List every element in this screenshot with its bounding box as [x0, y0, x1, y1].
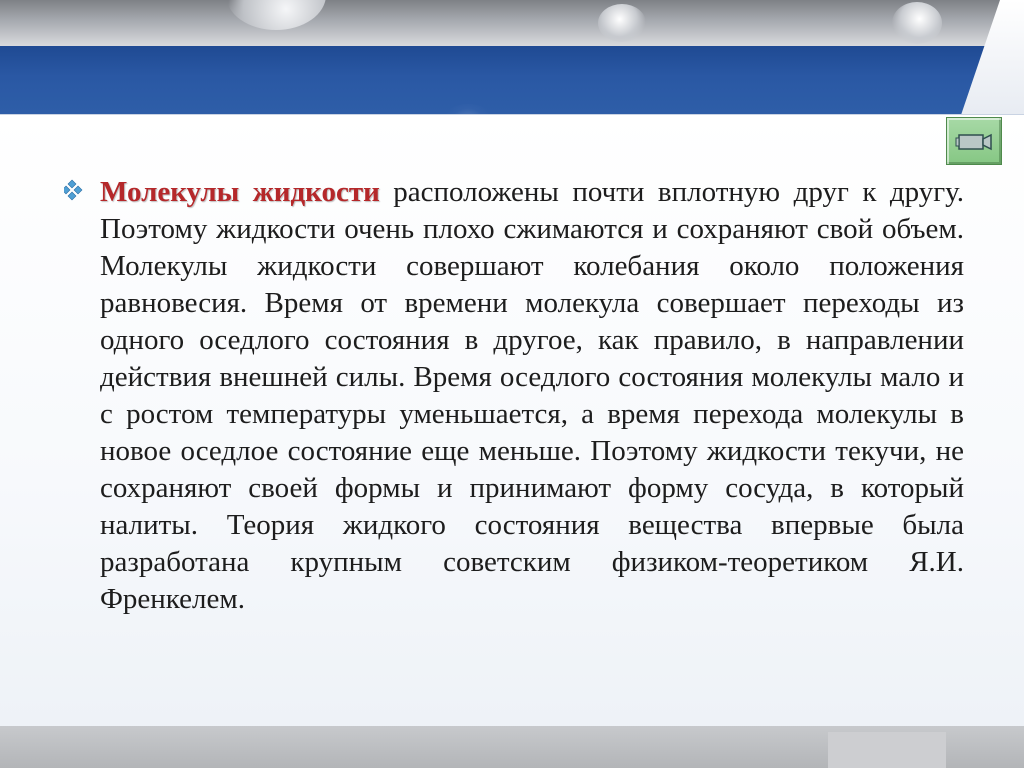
body-paragraph	[100, 174, 964, 618]
video-action-button[interactable]	[946, 117, 1002, 165]
footer-box	[828, 732, 946, 768]
water-drop-decoration	[892, 2, 942, 44]
paragraph-lead-phrase: Молекулы жидкости	[100, 176, 380, 208]
water-drop-decoration	[226, 0, 326, 30]
header-image-strip	[0, 0, 1024, 46]
paragraph-text: расположены почти вплотную друг к другу. Поэтому жидкости очень плохо сжимаются и сохраняют свой объем. Молекулы жидкости совершают колебания около положения равновесия. Время от времени молекула совершает переходы из одного оседлого состояния в другое, как правило, в направлении действия внешней силы. Время оседлого состояния молекулы мало и с ростом температуры уменьшается, а время перехода молекулы в новое оседлое состояние еще меньше. Поэтому жидкости текучи, не сохраняют своей формы и принимают форму сосуда, в который налиты. Теория жидкого состояния вещества впервые была разработана крупным советским физиком-теоретиком Я.И. Френкелем.	[100, 176, 964, 615]
movie-camera-icon	[955, 130, 995, 154]
diamond-bullet-icon	[64, 178, 92, 202]
header-blue-band	[0, 46, 1024, 114]
water-drop-decoration	[598, 4, 646, 42]
